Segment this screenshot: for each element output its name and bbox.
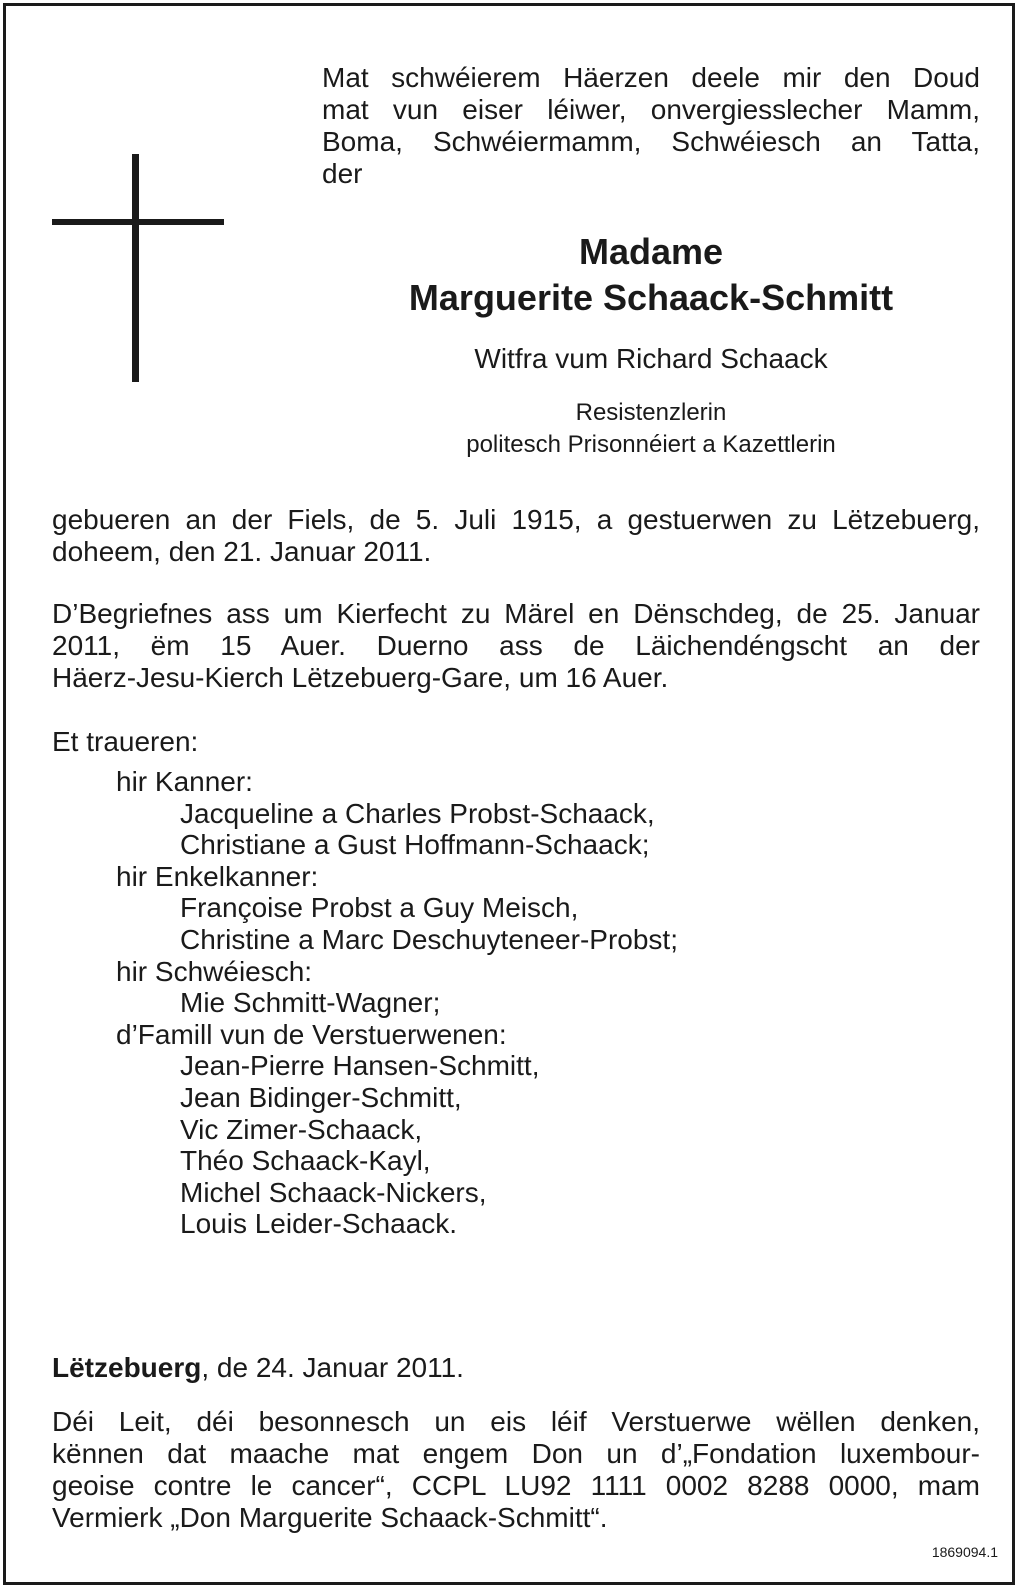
family-member: Françoise Probst a Guy Meisch,	[180, 892, 579, 924]
intro-line: Boma, Schwéiermamm, Schwéiesch an Tatta,	[322, 126, 980, 157]
family-member: Jean-Pierre Hansen-Schmitt,	[180, 1050, 540, 1082]
funeral-line: Häerz-Jesu-Kierch Lëtzebuerg-Gare, um 16 Auer.	[52, 662, 669, 693]
birth-death-line: doheem, den 21. Januar 2011.	[52, 536, 432, 567]
role-line: politesch Prisonnéiert a Kazettlerin	[466, 431, 836, 458]
obituary-notice	[3, 3, 1015, 1585]
cross-horizontal-bar	[52, 219, 224, 225]
family-group-heading: hir Enkelkanner:	[116, 860, 319, 892]
family-member: Michel Schaack-Nickers,	[180, 1176, 487, 1208]
birth-death-line: gebueren an der Fiels, de 5. Juli 1915, a gestuerwen zu Lëtzebuerg,	[52, 504, 980, 535]
donation-line: geoise contre le cancer“, CCPL LU92 1111 0002 8288 0000, mam	[52, 1470, 980, 1501]
mourners-list	[52, 766, 980, 1240]
widow-of: Witfra vum Richard Schaack	[474, 343, 828, 374]
family-group-heading: d’Famill vun de Verstuerwenen:	[116, 1018, 507, 1050]
donation-paragraph	[52, 1406, 980, 1534]
intro-line: Mat schwéierem Häerzen deele mir den Doud	[322, 62, 980, 93]
family-member: Christine a Marc Deschuyteneer-Probst;	[180, 923, 678, 955]
funeral-line: D’Begriefnes ass um Kierfecht zu Märel en Dënschdeg, de 25. Januar	[52, 598, 980, 629]
family-group-heading: hir Schwéiesch:	[116, 955, 313, 987]
family-member: Jean Bidinger-Schmitt,	[180, 1081, 462, 1113]
funeral-line: 2011, ëm 15 Auer. Duerno ass de Läichendéngscht an der	[52, 630, 980, 661]
donation-line: Déi Leit, déi besonnesch un eis léif Verstuerwe wëllen denken,	[52, 1406, 980, 1437]
role-line: Resistenzlerin	[575, 399, 727, 426]
donation-line: Vermierk „Don Marguerite Schaack-Schmitt“.	[52, 1502, 608, 1533]
family-member: Vic Zimer-Schaack,	[180, 1113, 423, 1145]
donation-line: kënnen dat maache mat engem Don un d’„Fondation luxembour-	[52, 1438, 980, 1469]
funeral-paragraph	[52, 598, 980, 694]
date-text: , de 24. Januar 2011.	[201, 1352, 464, 1383]
intro-text	[322, 62, 980, 190]
cross-vertical-bar	[132, 154, 139, 382]
family-member: Louis Leider-Schaack.	[180, 1208, 458, 1240]
deceased-name: Marguerite Schaack-Schmitt	[408, 277, 894, 318]
family-member: Théo Schaack-Kayl,	[180, 1145, 431, 1177]
family-group-heading: hir Kanner:	[116, 766, 253, 797]
place-date	[52, 1352, 980, 1384]
family-member: Mie Schmitt-Wagner;	[180, 987, 441, 1019]
intro-line: der	[322, 158, 363, 189]
salutation: Madame	[578, 231, 724, 272]
birth-death-paragraph	[52, 504, 980, 568]
mourners-intro: Et traueren:	[52, 726, 199, 757]
family-member: Christiane a Gust Hoffmann-Schaack;	[180, 829, 650, 861]
family-member: Jacqueline a Charles Probst-Schaack,	[180, 797, 655, 829]
reference-number: 1869094.1	[931, 1544, 998, 1560]
intro-line: mat vun eiser léiwer, onvergiesslecher Mamm,	[322, 94, 980, 125]
place-name: Lëtzebuerg	[52, 1352, 202, 1383]
